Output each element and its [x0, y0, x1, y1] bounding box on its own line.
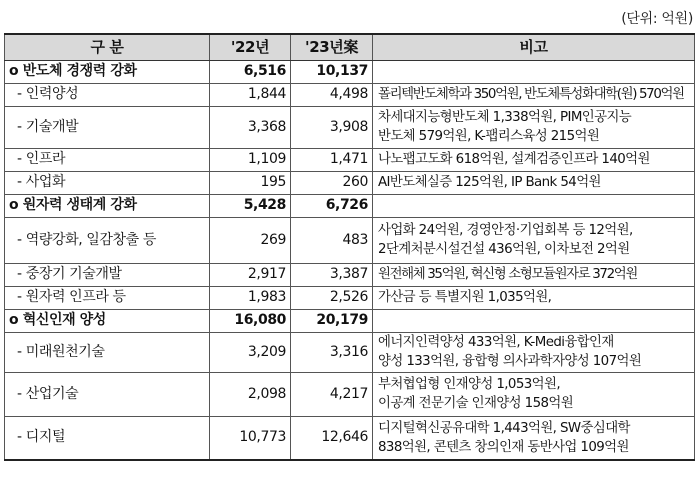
row-2023-value: 3,387: [291, 263, 373, 286]
unit-label: (단위: 억원): [621, 11, 693, 27]
row-note: 디지털혁신공유대학 1,443억원, SW중심대학 838억원, 콘텐츠 창의인재 동반사업 109억원: [373, 416, 695, 460]
row-category: - 사업화: [5, 171, 210, 194]
row-2022-value: 2,098: [210, 372, 291, 416]
header-note: 비고: [373, 34, 695, 60]
row-category: - 디지털: [5, 416, 210, 460]
row-note: 가산금 등 특별지원 1,035억원,: [373, 286, 695, 309]
row-category: - 인력양성: [5, 83, 210, 106]
row-category: o 혁신인재 양성: [5, 309, 210, 332]
row-2022-value: 2,917: [210, 263, 291, 286]
table-row: [5, 217, 695, 263]
row-2023-value: 3,908: [291, 106, 373, 148]
row-2023-value: 483: [291, 217, 373, 263]
budget-table: [4, 33, 695, 461]
row-2023-value: 2,526: [291, 286, 373, 309]
header-2022: '22년: [210, 34, 291, 60]
row-category: o 반도체 경쟁력 강화: [5, 60, 210, 83]
row-2023-value: 4,217: [291, 372, 373, 416]
row-category: - 원자력 인프라 등: [5, 286, 210, 309]
table-row: [5, 194, 695, 217]
table-row: [5, 83, 695, 106]
table-row: [5, 148, 695, 171]
row-note: 원전해체 35억원, 혁신형 소형모듈원자로 372억원: [373, 263, 695, 286]
row-note: 나노팹고도화 618억원, 설계검증인프라 140억원: [373, 148, 695, 171]
row-2022-value: 269: [210, 217, 291, 263]
header-row: [5, 34, 695, 60]
table-row: [5, 372, 695, 416]
row-2022-value: 195: [210, 171, 291, 194]
row-2023-value: 12,646: [291, 416, 373, 460]
row-2022-value: 1,844: [210, 83, 291, 106]
table-row: [5, 60, 695, 83]
row-2023-value: 4,498: [291, 83, 373, 106]
row-2022-value: 1,983: [210, 286, 291, 309]
row-category: o 원자력 생태계 강화: [5, 194, 210, 217]
row-2022-value: 16,080: [210, 309, 291, 332]
row-note: 에너지인력양성 433억원, K-Medi융합인재 양성 133억원, 융합형 의사과학자양성 107억원: [373, 332, 695, 372]
row-category: - 역량강화, 일감창출 등: [5, 217, 210, 263]
row-2022-value: 3,368: [210, 106, 291, 148]
header-2023: '23년案: [291, 34, 373, 60]
table-row: [5, 332, 695, 372]
row-2023-value: 3,316: [291, 332, 373, 372]
row-2023-value: 260: [291, 171, 373, 194]
row-2023-value: 10,137: [291, 60, 373, 83]
row-note: 폴리텍반도체학과 350억원, 반도체특성화대학(원) 570억원: [373, 83, 695, 106]
row-note: [373, 194, 695, 217]
row-note: AI반도체실증 125억원, IP Bank 54억원: [373, 171, 695, 194]
header-category: 구 분: [5, 34, 210, 60]
row-2022-value: 10,773: [210, 416, 291, 460]
row-note: 사업화 24억원, 경영안정·기업회복 등 12억원, 2단계처분시설건설 436억원, 이차보전 2억원: [373, 217, 695, 263]
row-category: - 미래원천기술: [5, 332, 210, 372]
row-category: - 기술개발: [5, 106, 210, 148]
table-row: [5, 286, 695, 309]
table-row: [5, 263, 695, 286]
row-note: 부처협업형 인재양성 1,053억원, 이공계 전문기술 인재양성 158억원: [373, 372, 695, 416]
row-2023-value: 1,471: [291, 148, 373, 171]
row-note: 차세대지능형반도체 1,338억원, PIM인공지능 반도체 579억원, K-팹리스육성 215억원: [373, 106, 695, 148]
row-2022-value: 6,516: [210, 60, 291, 83]
table-row: [5, 416, 695, 460]
row-2023-value: 20,179: [291, 309, 373, 332]
table-row: [5, 309, 695, 332]
row-category: - 중장기 기술개발: [5, 263, 210, 286]
row-category: - 인프라: [5, 148, 210, 171]
row-2022-value: 5,428: [210, 194, 291, 217]
row-category: - 산업기술: [5, 372, 210, 416]
row-2022-value: 1,109: [210, 148, 291, 171]
row-2022-value: 3,209: [210, 332, 291, 372]
row-2023-value: 6,726: [291, 194, 373, 217]
table-row: [5, 106, 695, 148]
row-note: [373, 60, 695, 83]
row-note: [373, 309, 695, 332]
table-row: [5, 171, 695, 194]
